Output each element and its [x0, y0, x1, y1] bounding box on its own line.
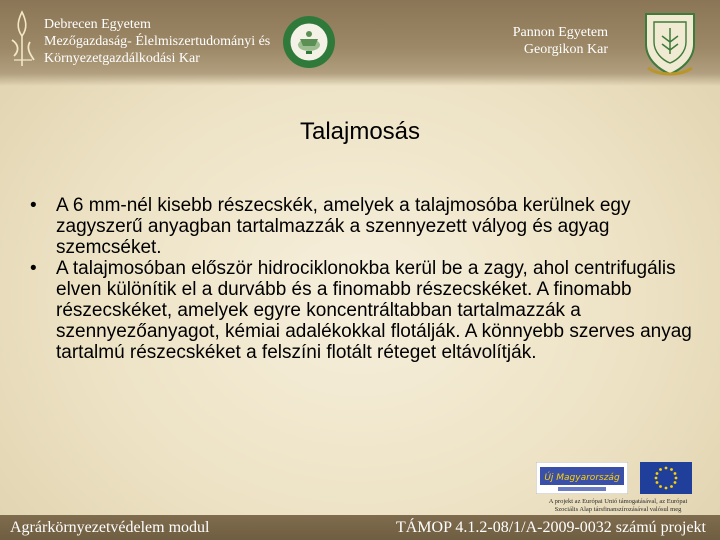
header-right-line-2: Georgikon Kar	[523, 42, 608, 57]
uj-magyarorszag-logo-icon	[536, 462, 628, 494]
faculty-name-left	[44, 16, 270, 67]
bullet-marker: •	[30, 195, 37, 216]
bullet-item	[30, 195, 700, 258]
header-left-line-2: Mezőgazdaság- Élelmiszertudományi és	[44, 34, 271, 49]
bullet-list	[30, 195, 700, 363]
debrecen-logo-icon	[4, 10, 40, 68]
footer-bar	[0, 515, 720, 540]
eu-note-line-2: Szociális Alap társfinanszírozásával valósul meg	[554, 506, 682, 513]
bullet-item	[30, 258, 700, 363]
eu-note-line-1: A projekt az Európai Unió támogatásával, az Európai	[548, 498, 688, 505]
header-right-line-1: Pannon Egyetem	[512, 25, 608, 40]
university-seal-icon	[282, 15, 336, 69]
header-bar	[0, 0, 720, 86]
slide-title: Talajmosás	[299, 118, 421, 145]
bullet-text: A 6 mm-nél kisebb részecskék, amelyek a talajmosóba kerülnek egy zagyszerű anyagban tartalmazzák a szennyezett vályog és agyag szemcséket.	[56, 195, 631, 258]
faculty-name-right	[498, 24, 608, 58]
uj-magyarorszag-logo-text: Új Magyarország	[544, 473, 620, 483]
module-name: Agrárkörnyezetvédelem modul	[10, 519, 210, 536]
eu-flag-icon	[640, 462, 692, 494]
header-left-line-1: Debrecen Egyetem	[44, 17, 151, 32]
project-id: TÁMOP 4.1.2-08/1/A-2009-0032 számú projekt	[395, 519, 706, 536]
georgikon-crest-icon	[640, 10, 700, 76]
eu-funding-note	[528, 498, 708, 514]
bullet-marker: •	[30, 258, 37, 279]
bullet-text: A talajmosóban először hidrociklonokba kerül be a zagy, ahol centrifugális elven különítik el a durvább és a finomabb részecskéket. A finomabb részecskéket, amelyek egyre koncentráltabban tartalmazzák a szennyezőanyagot, kémiai adalékokkal flotálják. A könnyebb szerves anyag tartalmú részecskéket a felszíni flotált réteget eltávolítják.	[56, 258, 692, 363]
header-left-line-3: Környezetgazdálkodási Kar	[44, 51, 200, 66]
